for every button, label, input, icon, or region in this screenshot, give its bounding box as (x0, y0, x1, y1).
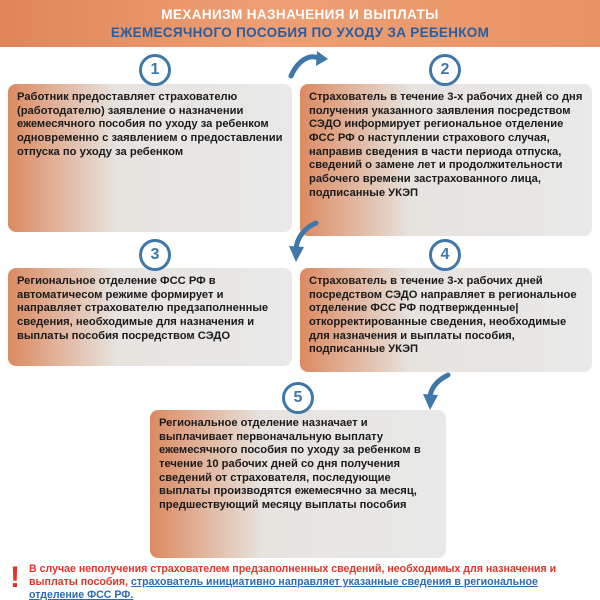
exclamation-icon: ! (10, 561, 20, 594)
step-1-box (8, 84, 292, 232)
curved-arrow-4-to-5-icon (418, 372, 452, 410)
step-2-text: Страхователь в течение 3-х рабочих дней со дня получения указанного заявления посредством СЭДО информирует региональное отделение ФСС РФ о наступлении страхового случая, направив сведения в части периода отпуска, сведений о замене лет и продолжительности рабочего времени застрахованного лица, подписанные УКЭП (309, 91, 583, 199)
header (0, 0, 600, 47)
curved-arrow-2-to-3-icon (286, 220, 320, 262)
step-4-text: Страхователь в течение 3-х рабочих дней посредством СЭДО направляет в региональное отделение ФСС РФ подтвержденные|откорректированные сведения, необходимые для назначения и выплаты пособия, подписанные УКЭП (309, 275, 577, 356)
step-3-number-badge: 3 (139, 239, 171, 271)
step-5-number-badge: 5 (282, 382, 314, 414)
step-2-box (300, 84, 592, 236)
step-1-number-badge: 1 (139, 54, 171, 86)
step-2-number-badge: 2 (429, 54, 461, 86)
page-title-line-2: ЕЖЕМЕСЯЧНОГО ПОСОБИЯ ПО УХОДУ ЗА РЕБЕНКОМ (110, 25, 490, 40)
footer-note (6, 563, 594, 600)
step-5-box (150, 410, 446, 558)
step-1-text: Работник предоставляет страхователю (работодателю) заявление о назначении ежемесячного пособия по уходу за ребенком одновременно с заявлением о предоставлении отпуска по уходу за ребенком (17, 91, 283, 158)
curved-arrow-1-to-2-icon (288, 50, 328, 80)
step-3-text: Региональное отделение ФСС РФ в автоматичесом режиме формирует и направляет страхователю предзаполненные сведения, необходимые для назначения и выплаты пособия посредством СЭДО (17, 275, 269, 342)
step-3-box (8, 268, 292, 366)
footer-note-text (29, 563, 594, 600)
footer-note-text-blue: страхователь инициативно направляет указанные сведения в региональное отделение ФСС РФ. (29, 576, 538, 600)
step-4-box (300, 268, 592, 372)
footer-note-text-red: В случае неполучения страхователем предзаполненных сведений, необходимых для назначения и выплаты пособия, (29, 563, 557, 589)
step-5-text: Региональное отделение назначает и выплачивает первоначальную выплату ежемесячного пособия по уходу за ребенком в течение 10 рабочих дней со дня получения сведений от страхователя, последующие выплаты производятся ежемесячно за месяц, предшествующий месяцу выплаты пособия (159, 417, 421, 511)
step-4-number-badge: 4 (429, 239, 461, 271)
page-title-line-1: МЕХАНИЗМ НАЗНАЧЕНИЯ И ВЫПЛАТЫ (161, 7, 439, 22)
